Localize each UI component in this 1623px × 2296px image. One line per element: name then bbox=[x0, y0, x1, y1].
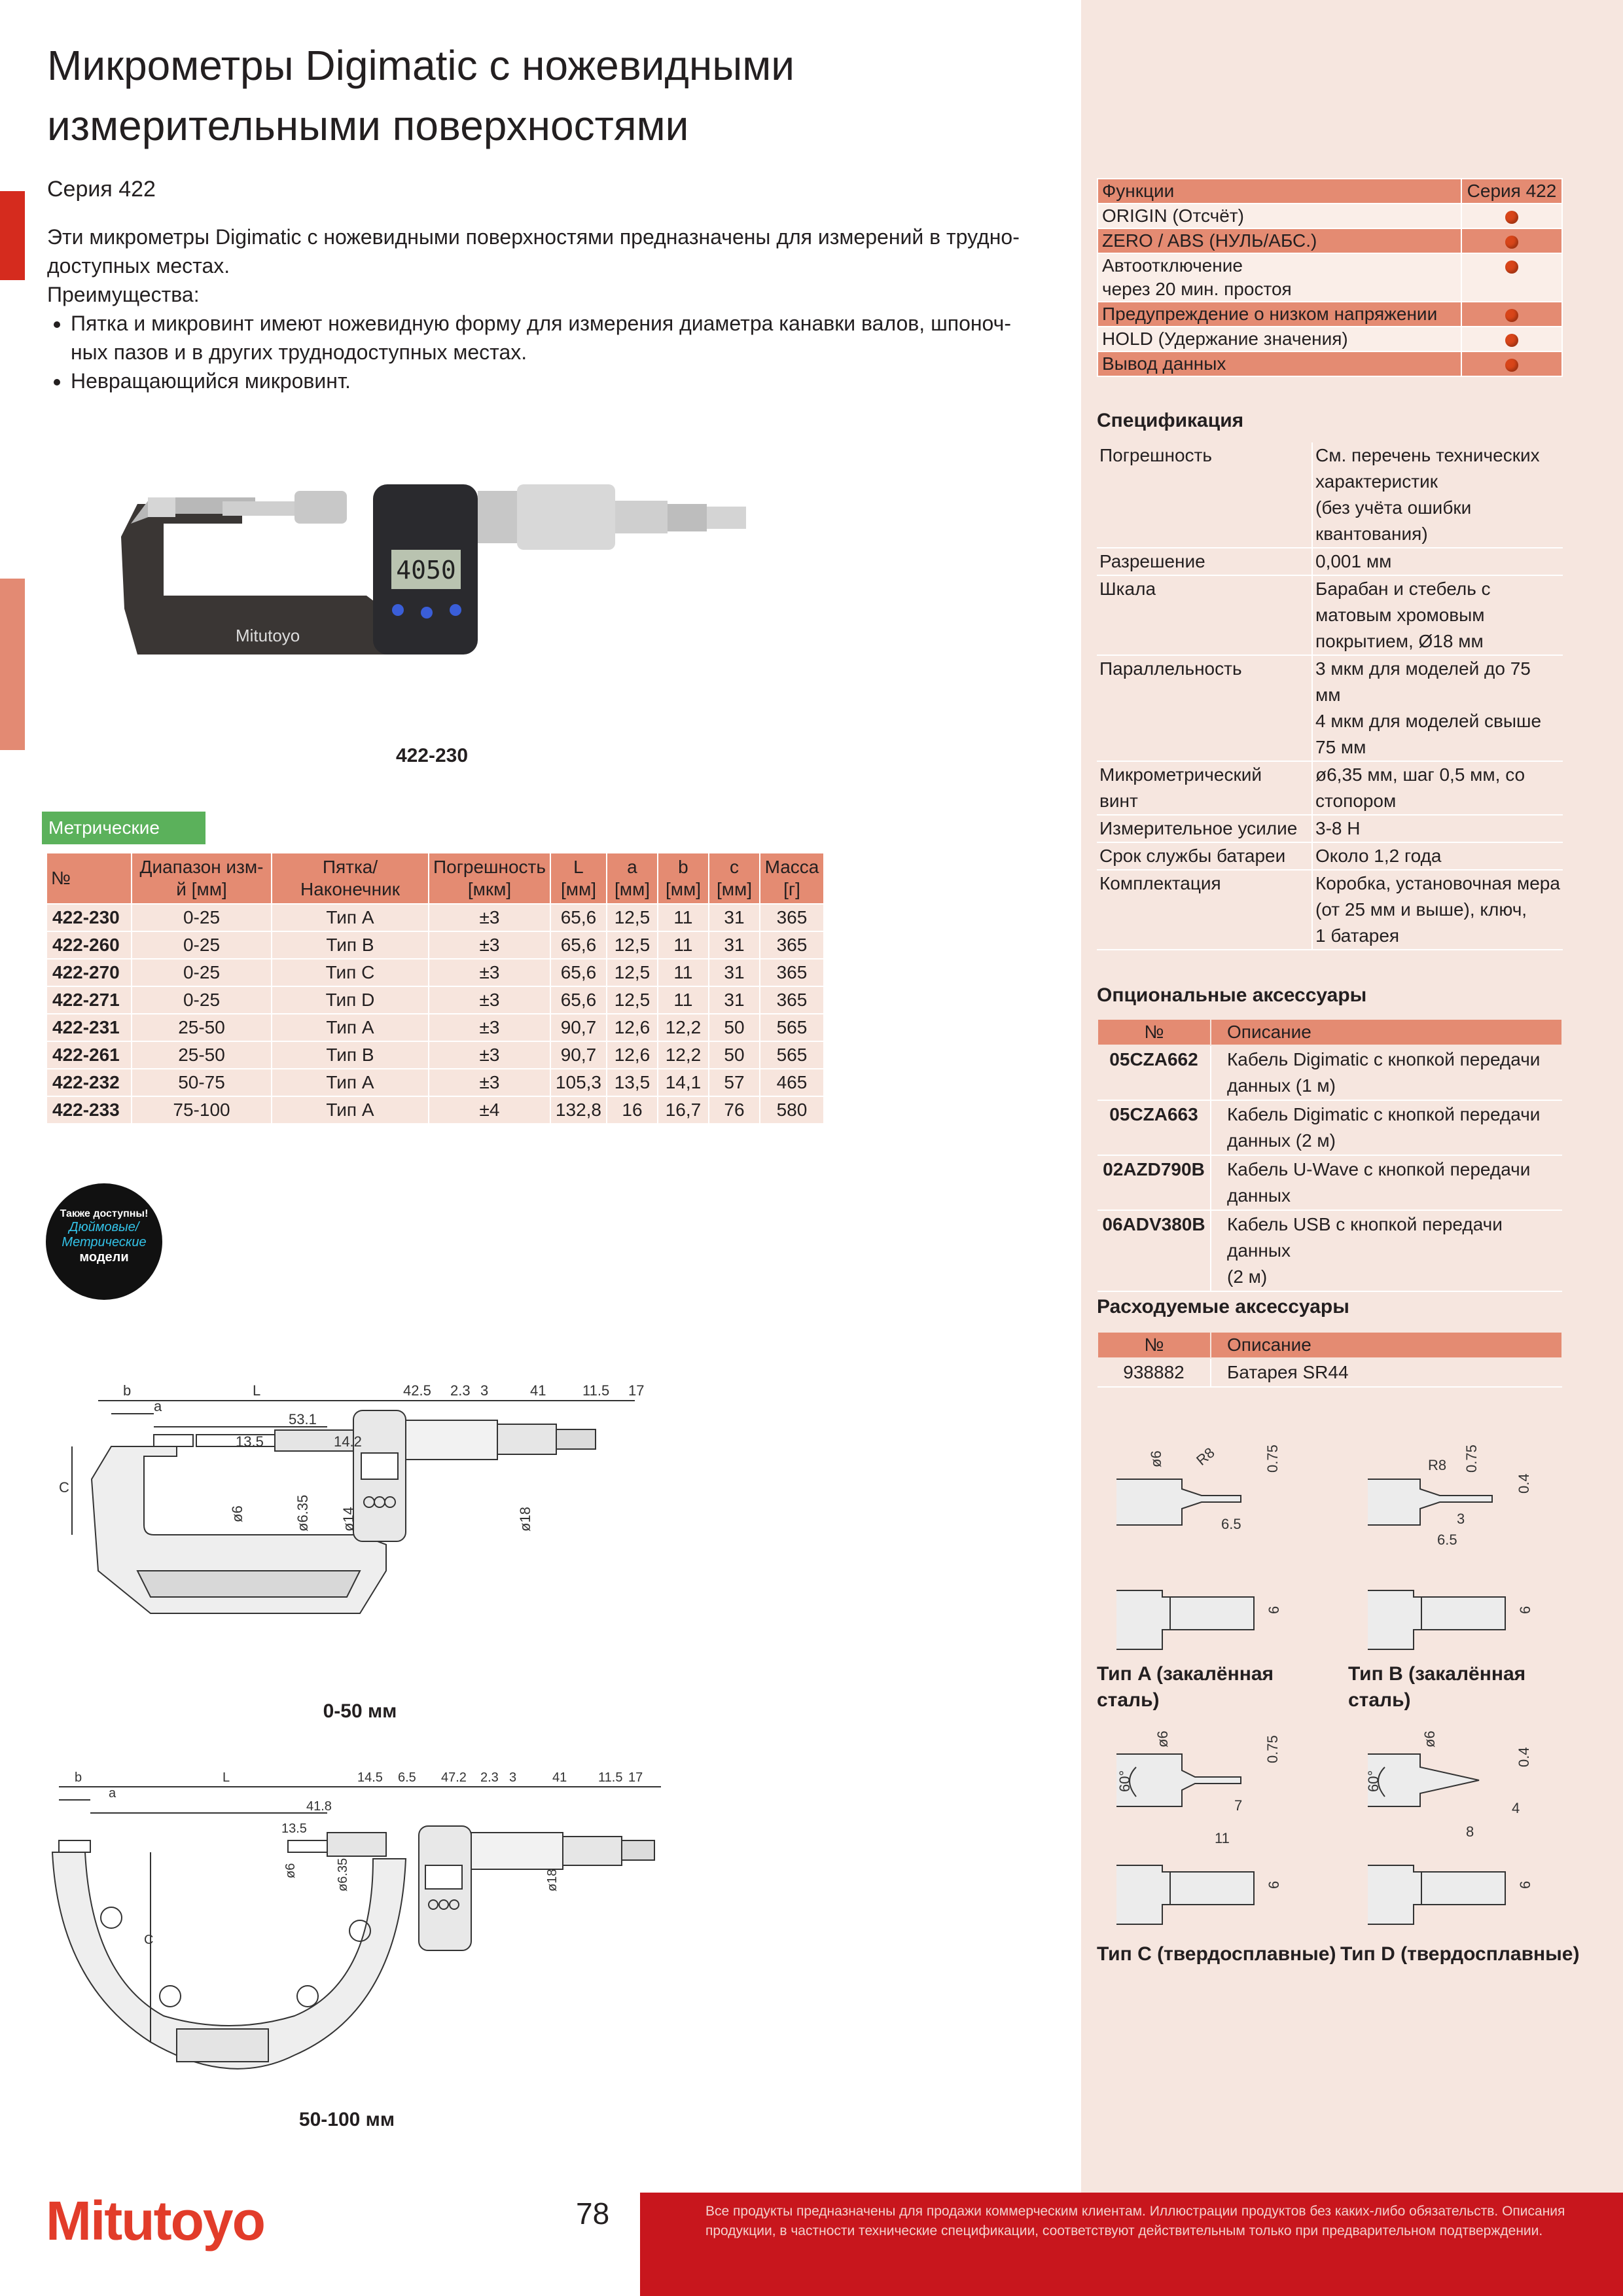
table-cell: 565 bbox=[760, 1014, 824, 1041]
col-header: № bbox=[1097, 1332, 1211, 1358]
table-cell: 16,7 bbox=[658, 1096, 709, 1124]
supported-dot-icon bbox=[1505, 359, 1518, 372]
accessory-row bbox=[1097, 1210, 1562, 1291]
table-cell: 50 bbox=[709, 1041, 760, 1069]
table-row bbox=[46, 1069, 824, 1096]
spec-value: 3 мкм для моделей до 75 мм 4 мкм для моделей свыше 75 мм bbox=[1312, 655, 1563, 761]
table-cell: 365 bbox=[760, 986, 824, 1014]
table-cell: 31 bbox=[709, 986, 760, 1014]
table-cell: 0-25 bbox=[132, 931, 272, 959]
dim-label: ø14 bbox=[340, 1507, 357, 1532]
table-cell: 75-100 bbox=[132, 1096, 272, 1124]
function-supported bbox=[1461, 351, 1562, 376]
col-header: Диапазон изм-й [мм] bbox=[132, 853, 272, 904]
table-cell: Тип B bbox=[272, 1041, 429, 1069]
dim-label: ø6 bbox=[1148, 1450, 1164, 1467]
series-label: Серия 422 bbox=[47, 177, 156, 202]
dim-label: 60° bbox=[1365, 1770, 1382, 1792]
dim-label: ø6 bbox=[283, 1863, 298, 1878]
spec-key: Шкала bbox=[1097, 575, 1312, 655]
supported-dot-icon bbox=[1505, 211, 1518, 224]
intro-text: Эти микрометры Digimatic с ножевидными поверхностями предназначены для измерений в трудно- доступных местах. Преимущества: • Пятка и микровинт имеют ножевидную форму для измерения диаметра канавки валов, шпоноч- ных пазов и в других труднодоступных местах. • Невращающийся микровинт. bbox=[47, 223, 1068, 395]
table-row bbox=[46, 1014, 824, 1041]
table-cell: 12,2 bbox=[658, 1014, 709, 1041]
table-cell: 50 bbox=[709, 1014, 760, 1041]
optional-heading: Опциональные аксессуары bbox=[1097, 984, 1367, 1006]
table-cell: 25-50 bbox=[132, 1041, 272, 1069]
table-cell: 565 bbox=[760, 1041, 824, 1069]
function-supported bbox=[1461, 253, 1562, 302]
table-cell: 12,5 bbox=[607, 986, 658, 1014]
dim-label: L bbox=[223, 1770, 230, 1785]
table-cell: 12,5 bbox=[607, 959, 658, 986]
table-cell: 31 bbox=[709, 931, 760, 959]
dim-label: ø18 bbox=[545, 1869, 560, 1892]
table-cell: 65,6 bbox=[550, 931, 607, 959]
models-table bbox=[46, 852, 825, 1124]
spec-value: Коробка, установочная мера (от 25 мм и выше), ключ, 1 батарея bbox=[1312, 870, 1563, 950]
spec-key: Измерительное усилие bbox=[1097, 815, 1312, 842]
spec-row bbox=[1097, 548, 1563, 575]
dim-label: ø18 bbox=[517, 1507, 533, 1532]
table-row bbox=[46, 1096, 824, 1124]
dim-label: 11.5 bbox=[598, 1770, 623, 1785]
table-cell: 65,6 bbox=[550, 986, 607, 1014]
dim-label: 3 bbox=[1457, 1511, 1465, 1527]
table-cell: ±3 bbox=[429, 986, 550, 1014]
function-name: ZERO / ABS (НУЛЬ/АБС.) bbox=[1097, 228, 1461, 253]
table-row bbox=[46, 931, 824, 959]
col-header: Пятка/Наконечник bbox=[272, 853, 429, 904]
metric-tag: Метрические bbox=[42, 812, 205, 844]
dim-label: 6 bbox=[1266, 1605, 1282, 1614]
consumable-row bbox=[1097, 1358, 1562, 1387]
table-cell: Тип A bbox=[272, 904, 429, 931]
table-row bbox=[46, 959, 824, 986]
table-cell: Тип A bbox=[272, 1014, 429, 1041]
accessory-row bbox=[1097, 1045, 1562, 1100]
table-cell: 365 bbox=[760, 904, 824, 931]
dim-label: 0.75 bbox=[1264, 1735, 1281, 1763]
table-cell: 365 bbox=[760, 931, 824, 959]
accessory-row bbox=[1097, 1155, 1562, 1210]
supported-dot-icon bbox=[1505, 236, 1518, 249]
bullet-item: • Невращающийся микровинт. bbox=[71, 367, 1068, 395]
dim-label: 17 bbox=[628, 1770, 643, 1785]
dim-label: ø6.35 bbox=[294, 1494, 311, 1532]
spec-row bbox=[1097, 442, 1563, 548]
dimension-drawing-0-50 bbox=[46, 1374, 674, 1715]
spec-value: Около 1,2 года bbox=[1312, 842, 1563, 870]
table-cell: 0-25 bbox=[132, 904, 272, 931]
dim-label: 0.75 bbox=[1463, 1444, 1480, 1473]
dim-label: 0.4 bbox=[1516, 1747, 1532, 1767]
dim-label: 4 bbox=[1512, 1800, 1520, 1816]
tip-b-drawing bbox=[1348, 1433, 1558, 1669]
accessory-description: Кабель U-Wave с кнопкой передачи данных bbox=[1211, 1155, 1562, 1210]
dim-label: ø6 bbox=[229, 1505, 245, 1522]
dim-label: b bbox=[123, 1382, 132, 1399]
col-header: Функции bbox=[1097, 179, 1461, 204]
dim-label: a bbox=[109, 1786, 116, 1801]
function-row bbox=[1097, 253, 1562, 302]
dim-label: a bbox=[154, 1398, 162, 1414]
accessory-description: Кабель Digimatic с кнопкой передачи данных (2 м) bbox=[1211, 1100, 1562, 1155]
function-name: Автоотключение через 20 мин. простоя bbox=[1097, 253, 1461, 302]
page-title: Микрометры Digimatic с ножевидными измерительными поверхностями bbox=[47, 42, 794, 149]
table-cell: 422-230 bbox=[46, 904, 132, 931]
table-cell: 12,5 bbox=[607, 931, 658, 959]
table-cell: 365 bbox=[760, 959, 824, 986]
table-cell: Тип A bbox=[272, 1096, 429, 1124]
photo-caption: 422-230 bbox=[395, 745, 469, 766]
col-header: Погрешность [мкм] bbox=[429, 853, 550, 904]
table-cell: 105,3 bbox=[550, 1069, 607, 1096]
dim-label: 8 bbox=[1466, 1823, 1474, 1840]
dim-label: ø6.35 bbox=[336, 1857, 350, 1892]
table-cell: 422-233 bbox=[46, 1096, 132, 1124]
dim-label: 3 bbox=[509, 1770, 517, 1785]
spec-key: Погрешность bbox=[1097, 442, 1312, 548]
spec-row bbox=[1097, 815, 1563, 842]
spec-heading: Спецификация bbox=[1097, 410, 1244, 431]
tip-a-drawing bbox=[1097, 1433, 1306, 1669]
function-row bbox=[1097, 204, 1562, 228]
spec-row bbox=[1097, 761, 1563, 815]
dim-label: ø6 bbox=[1421, 1731, 1438, 1748]
spec-table bbox=[1097, 442, 1563, 950]
table-cell: 422-261 bbox=[46, 1041, 132, 1069]
table-cell: ±3 bbox=[429, 904, 550, 931]
availability-badge: Также доступны! Дюймовые/ Метрические модели bbox=[46, 1183, 162, 1300]
spec-row bbox=[1097, 842, 1563, 870]
dim-label: 2.3 bbox=[450, 1382, 471, 1399]
table-cell: ±3 bbox=[429, 1069, 550, 1096]
spec-row bbox=[1097, 870, 1563, 950]
table-cell: 90,7 bbox=[550, 1014, 607, 1041]
function-name: Вывод данных bbox=[1097, 351, 1461, 376]
table-cell: 422-271 bbox=[46, 986, 132, 1014]
table-cell: 422-260 bbox=[46, 931, 132, 959]
dim-label: R8 bbox=[1428, 1457, 1447, 1473]
col-header: Серия 422 bbox=[1461, 179, 1562, 204]
accessory-row bbox=[1097, 1100, 1562, 1155]
consumable-number: 938882 bbox=[1097, 1358, 1211, 1387]
table-cell: 76 bbox=[709, 1096, 760, 1124]
function-row bbox=[1097, 228, 1562, 253]
drawing-caption: 50-100 мм bbox=[298, 2109, 395, 2130]
table-cell: 422-270 bbox=[46, 959, 132, 986]
table-cell: 12,6 bbox=[607, 1041, 658, 1069]
tip-c-caption: Тип C (твердосплавные) bbox=[1097, 1943, 1336, 1965]
table-cell: Тип C bbox=[272, 959, 429, 986]
table-cell: ±3 bbox=[429, 1041, 550, 1069]
tip-d-drawing bbox=[1348, 1715, 1558, 1950]
dim-label: 53.1 bbox=[289, 1411, 317, 1427]
table-cell: 25-50 bbox=[132, 1014, 272, 1041]
function-row bbox=[1097, 302, 1562, 327]
table-cell: 31 bbox=[709, 959, 760, 986]
table-cell: 11 bbox=[658, 931, 709, 959]
spec-key: Микрометрический винт bbox=[1097, 761, 1312, 815]
col-header: № bbox=[46, 853, 132, 904]
table-cell: 12,2 bbox=[658, 1041, 709, 1069]
tip-c-drawing bbox=[1097, 1715, 1306, 1950]
tip-a-caption: Тип A (закалённая сталь) bbox=[1097, 1663, 1274, 1711]
dim-label: 3 bbox=[480, 1382, 489, 1399]
function-name: Предупреждение о низком напряжении bbox=[1097, 302, 1461, 327]
table-cell: 11 bbox=[658, 959, 709, 986]
supported-dot-icon bbox=[1505, 334, 1518, 347]
spec-key: Срок службы батареи bbox=[1097, 842, 1312, 870]
table-cell: 12,6 bbox=[607, 1014, 658, 1041]
table-cell: 13,5 bbox=[607, 1069, 658, 1096]
dim-label: 11 bbox=[1215, 1830, 1230, 1846]
spec-row bbox=[1097, 655, 1563, 761]
function-row bbox=[1097, 351, 1562, 376]
dim-label: ø6 bbox=[1154, 1731, 1171, 1748]
micrometer-photo bbox=[85, 445, 766, 720]
table-cell: 465 bbox=[760, 1069, 824, 1096]
dim-label: 6.5 bbox=[398, 1770, 416, 1785]
table-cell: 16 bbox=[607, 1096, 658, 1124]
dim-label: R8 bbox=[1193, 1444, 1218, 1469]
table-cell: 57 bbox=[709, 1069, 760, 1096]
dim-label: C bbox=[59, 1479, 69, 1496]
dim-label: 14.5 bbox=[357, 1770, 383, 1785]
function-supported bbox=[1461, 327, 1562, 351]
dim-label: 14.2 bbox=[334, 1433, 362, 1450]
footer-disclaimer: Все продукты предназначены для продажи коммерческим клиентам. Иллюстрации продуктов без каких-либо обязательств. Описания продукции, в частности технические спецификации, соответствуют действительным только при предварительном подтверждении. bbox=[640, 2193, 1623, 2296]
dim-label: C bbox=[144, 1933, 154, 1947]
dim-label: 2.3 bbox=[480, 1770, 499, 1785]
table-row bbox=[46, 904, 824, 931]
table-cell: 132,8 bbox=[550, 1096, 607, 1124]
accessory-number: 02AZD790B bbox=[1097, 1155, 1211, 1210]
col-header: a [мм] bbox=[607, 853, 658, 904]
table-cell: 11 bbox=[658, 986, 709, 1014]
bullet-item: • Пятка и микровинт имеют ножевидную форму для измерения диаметра канавки валов, шпоноч- ных пазов и в других труднодоступных местах. bbox=[71, 309, 1068, 367]
dim-label: 60° bbox=[1116, 1770, 1133, 1792]
table-cell: 90,7 bbox=[550, 1041, 607, 1069]
dim-label: 6 bbox=[1517, 1880, 1533, 1889]
functions-table bbox=[1097, 178, 1563, 377]
svg-text:Mitutoyo: Mitutoyo bbox=[236, 626, 300, 645]
dim-label: 6 bbox=[1266, 1880, 1282, 1889]
table-cell: 14,1 bbox=[658, 1069, 709, 1096]
page-number: 78 bbox=[576, 2197, 610, 2231]
col-header: Описание bbox=[1211, 1332, 1562, 1358]
dim-label: 41 bbox=[552, 1770, 567, 1785]
accessory-description: Кабель USB с кнопкой передачи данных (2 м) bbox=[1211, 1210, 1562, 1291]
function-supported bbox=[1461, 228, 1562, 253]
col-header: b [мм] bbox=[658, 853, 709, 904]
accessory-description: Кабель Digimatic с кнопкой передачи данных (1 м) bbox=[1211, 1045, 1562, 1100]
table-cell: ±3 bbox=[429, 931, 550, 959]
col-header: L [мм] bbox=[550, 853, 607, 904]
spec-value: Барабан и стебель с матовым хромовым покрытием, Ø18 мм bbox=[1312, 575, 1563, 655]
optional-accessories-table bbox=[1097, 1018, 1563, 1292]
supported-dot-icon bbox=[1505, 309, 1518, 322]
spec-key: Разрешение bbox=[1097, 548, 1312, 575]
consumables-table bbox=[1097, 1331, 1563, 1388]
lcd-readout: 4050 bbox=[396, 556, 456, 584]
function-supported bbox=[1461, 302, 1562, 327]
table-cell: 12,5 bbox=[607, 904, 658, 931]
spec-key: Параллельность bbox=[1097, 655, 1312, 761]
dim-label: 6.5 bbox=[1437, 1532, 1457, 1548]
table-cell: 65,6 bbox=[550, 959, 607, 986]
dim-label: 0.4 bbox=[1516, 1473, 1532, 1494]
table-row bbox=[46, 986, 824, 1014]
dim-label: 41.8 bbox=[306, 1799, 332, 1814]
table-cell: 0-25 bbox=[132, 986, 272, 1014]
accessory-number: 05CZA662 bbox=[1097, 1045, 1211, 1100]
spec-value: ø6,35 мм, шаг 0,5 мм, со стопором bbox=[1312, 761, 1563, 815]
dim-label: 11.5 bbox=[582, 1382, 610, 1399]
table-cell: 50-75 bbox=[132, 1069, 272, 1096]
function-row bbox=[1097, 327, 1562, 351]
dim-label: 17 bbox=[628, 1382, 645, 1399]
dim-label: 41 bbox=[530, 1382, 546, 1399]
table-cell: 422-231 bbox=[46, 1014, 132, 1041]
spec-value: 0,001 мм bbox=[1312, 548, 1563, 575]
table-cell: ±3 bbox=[429, 959, 550, 986]
dim-label: 13.5 bbox=[236, 1433, 264, 1450]
mitutoyo-logo: Mitutoyo bbox=[46, 2190, 264, 2251]
dim-label: 0.75 bbox=[1264, 1444, 1281, 1473]
function-supported bbox=[1461, 204, 1562, 228]
table-cell: 0-25 bbox=[132, 959, 272, 986]
dim-label: b bbox=[75, 1770, 82, 1785]
table-cell: Тип B bbox=[272, 931, 429, 959]
accessory-number: 05CZA663 bbox=[1097, 1100, 1211, 1155]
dim-label: 6 bbox=[1517, 1605, 1533, 1614]
table-cell: ±3 bbox=[429, 1014, 550, 1041]
drawing-caption: 0-50 мм bbox=[323, 1700, 397, 1722]
supported-dot-icon bbox=[1505, 260, 1518, 274]
accent-bar bbox=[0, 579, 25, 750]
table-cell: ±4 bbox=[429, 1096, 550, 1124]
dim-label: 42.5 bbox=[403, 1382, 431, 1399]
table-cell: Тип D bbox=[272, 986, 429, 1014]
col-header: № bbox=[1097, 1019, 1211, 1045]
consumable-description: Батарея SR44 bbox=[1211, 1358, 1562, 1387]
consumable-heading: Расходуемые аксессуары bbox=[1097, 1296, 1349, 1318]
dim-label: 13.5 bbox=[281, 1821, 307, 1836]
spec-key: Комплектация bbox=[1097, 870, 1312, 950]
col-header: Описание bbox=[1211, 1019, 1562, 1045]
table-cell: 580 bbox=[760, 1096, 824, 1124]
table-cell: 11 bbox=[658, 904, 709, 931]
dim-label: 47.2 bbox=[441, 1770, 467, 1785]
table-row bbox=[46, 1041, 824, 1069]
spec-value: См. перечень технических характеристик (без учёта ошибки квантования) bbox=[1312, 442, 1563, 548]
spec-value: 3-8 Н bbox=[1312, 815, 1563, 842]
tip-b-caption: Тип B (закалённая сталь) bbox=[1348, 1663, 1526, 1711]
function-name: HOLD (Удержание значения) bbox=[1097, 327, 1461, 351]
dim-label: 6.5 bbox=[1221, 1516, 1241, 1532]
dimension-drawing-50-100 bbox=[46, 1767, 674, 2114]
function-name: ORIGIN (Отсчёт) bbox=[1097, 204, 1461, 228]
accessory-number: 06ADV380B bbox=[1097, 1210, 1211, 1291]
col-header: c [мм] bbox=[709, 853, 760, 904]
dim-label: 7 bbox=[1234, 1797, 1243, 1814]
table-cell: 65,6 bbox=[550, 904, 607, 931]
table-cell: 422-232 bbox=[46, 1069, 132, 1096]
table-cell: Тип A bbox=[272, 1069, 429, 1096]
col-header: Масса [г] bbox=[760, 853, 824, 904]
dim-label: L bbox=[253, 1382, 261, 1399]
spec-row bbox=[1097, 575, 1563, 655]
table-cell: 31 bbox=[709, 904, 760, 931]
accent-bar bbox=[0, 191, 25, 280]
tip-d-caption: Тип D (твердосплавные) bbox=[1340, 1943, 1580, 1965]
